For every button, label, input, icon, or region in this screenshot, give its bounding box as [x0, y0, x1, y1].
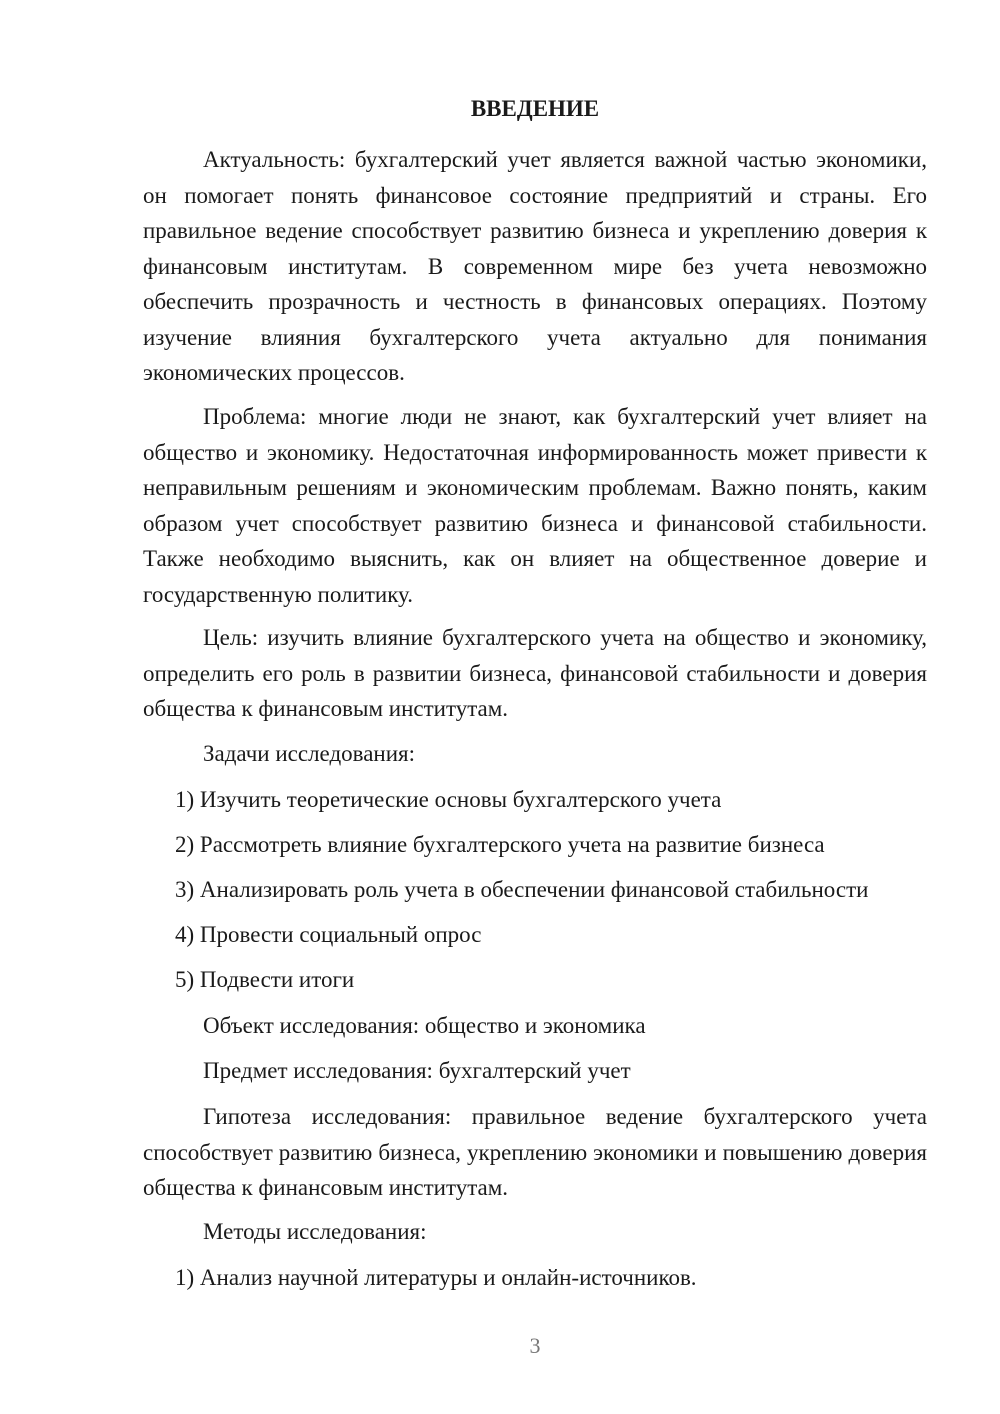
research-subject: Предмет исследования: бухгалтерский учет	[203, 1058, 631, 1083]
task-item: 2) Рассмотреть влияние бухгалтерского учета на развитие бизнеса	[175, 832, 825, 857]
page-number: 3	[529, 1333, 541, 1358]
task-item: 4) Провести социальный опрос	[175, 922, 482, 947]
task-item: 1) Изучить теоретические основы бухгалтерского учета	[175, 787, 722, 812]
goal-paragraph: Цель: изучить влияние бухгалтерского учета на общество и экономику, определить его роль в развитии бизнеса, финансовой стабильности и доверия общества к финансовым институтам.	[143, 625, 927, 721]
hypothesis-paragraph: Гипотеза исследования: правильное ведение бухгалтерского учета способствует развитию бизнеса, укреплению экономики и повышению доверия общества к финансовым институтам.	[143, 1104, 927, 1200]
methods-heading: Методы исследования:	[203, 1219, 427, 1244]
method-item: 1) Анализ научной литературы и онлайн-источников.	[175, 1265, 697, 1290]
section-title: ВВЕДЕНИЕ	[470, 96, 600, 121]
task-item: 5) Подвести итоги	[175, 967, 355, 992]
research-object: Объект исследования: общество и экономика	[203, 1013, 646, 1038]
relevance-paragraph: Актуальность: бухгалтерский учет является важной частью экономики, он помогает понять финансовое состояние предприятий и страны. Его правильное ведение способствует развитию бизнеса и укреплению доверия к финансовым институтам. В современном мире без учета невозможно обеспечить прозрачность и честность в финансовых операциях. Поэтому изучение влияния бухгалтерского учета актуально для понимания экономических процессов.	[143, 147, 927, 385]
task-item: 3) Анализировать роль учета в обеспечении финансовой стабильности	[175, 877, 869, 902]
tasks-heading: Задачи исследования:	[203, 741, 416, 766]
problem-paragraph: Проблема: многие люди не знают, как бухгалтерский учет влияет на общество и экономику. Недостаточная информированность может привести к неправильным решениям и экономическим проблемам. Важно понять, каким образом учет способствует развитию бизнеса и финансовой стабильности. Также необходимо выяснить, как он влияет на общественное доверие и государственную политику.	[143, 404, 927, 607]
